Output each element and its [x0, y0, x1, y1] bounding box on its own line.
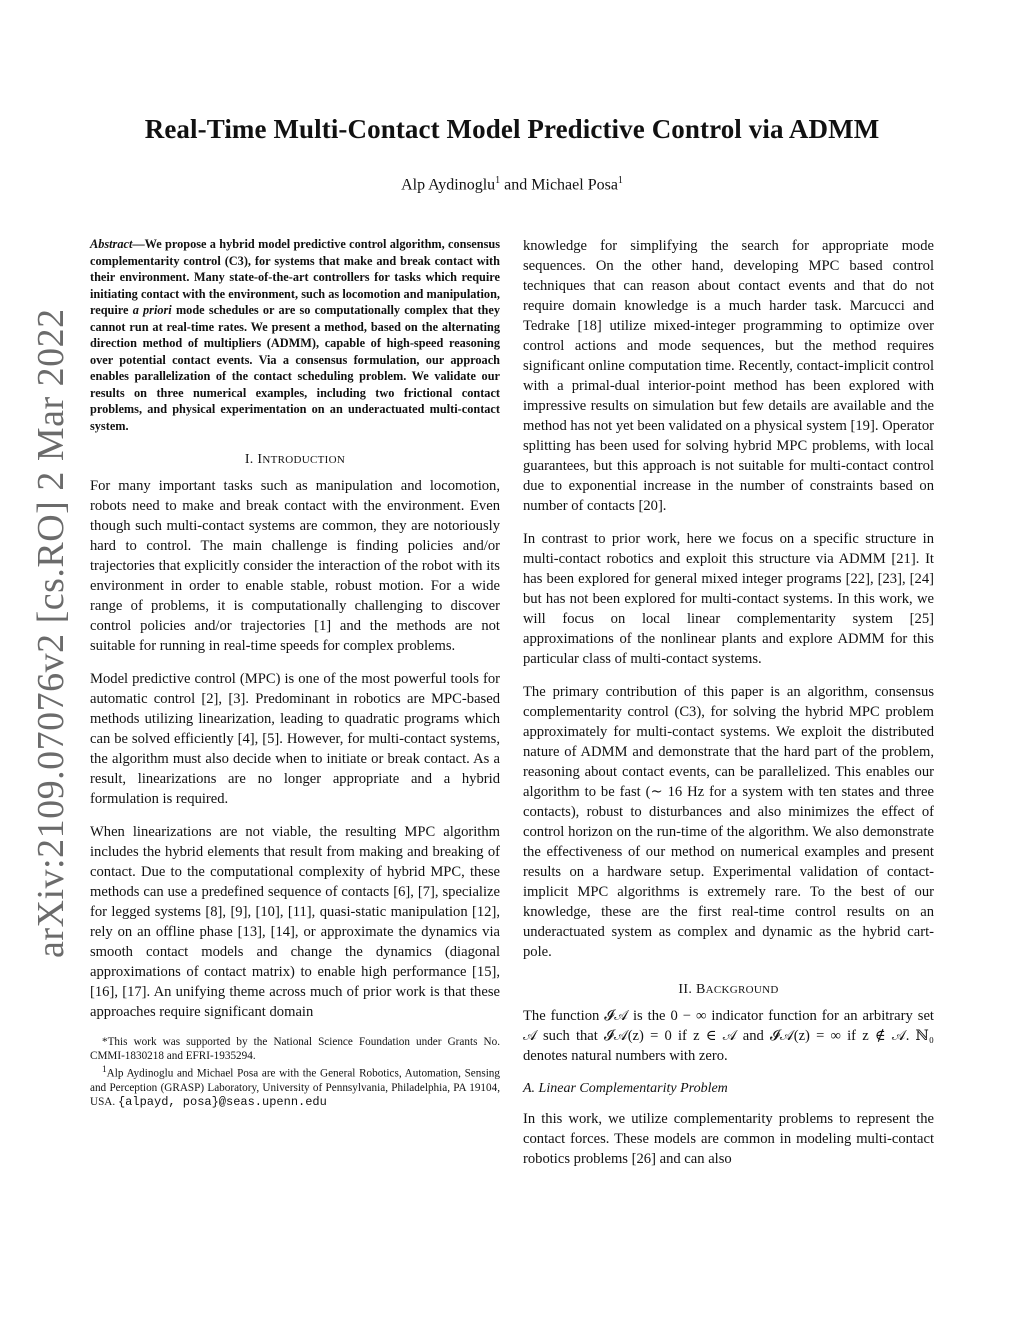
- footnote-affiliation-text: Alp Aydinoglu and Michael Posa are with the General Robotics, Automation, Sensing and Perception (GRASP) Laboratory, University of Pennsylvania, Philadelphia, PA 19104, USA.: [90, 1067, 500, 1108]
- section-name-rest: ACKGROUND: [705, 984, 779, 996]
- footnote-marker: 1: [102, 1065, 107, 1075]
- section-numeral: II.: [678, 982, 693, 997]
- footnote-affiliation: [90, 1063, 500, 1109]
- section-heading-background: [523, 980, 934, 1000]
- paragraph: Model predictive control (MPC) is one of the most powerful tools for automatic control [2], [3]. Predominant in robotics are MPC-based methods utilizing linearization, leading to quadratic programs which can be solved efficiently [4], [5]. However, for multi-contact systems, the algorithm must also decide when to initiate or break contact. As a result, linearizations are no longer appropriate and a hybrid formulation is required.: [90, 671, 500, 807]
- right-column: [523, 236, 934, 1182]
- paragraph: knowledge for simplifying the search for appropriate mode sequences. On the other hand, developing MPC based control techniques that can reason about contact events and that do not require domain knowledge is a much harder task. Marcucci and Tedrake [18] utilize mixed-integer programming to optimize over control actions and mode sequences, but the method requires significant online computation time. Recently, contact-implicit control with a primal-dual interior-point method has been explored with impressive results on simulation but few details are available and the method has not yet been validated on a physical system [19]. Operator splitting has been used for solving hybrid MPC problems, with local guarantees, but this approach is not suitable for multi-contact control due to exponential increase in the number of constraints based on number of contacts [20].: [523, 238, 934, 514]
- footnote-funding: *This work was supported by the National Science Foundation under Grants No. CMMI-1830218 and EFRI-1935294.: [90, 1036, 500, 1062]
- abstract-text: We propose a hybrid model predictive control algorithm, consensus complementarity control (C3), for systems that make and break contact with their environment. Many state-of-the-art controllers for tasks which require initiating contact with the environment, such as locomotion and manipulation, require: [90, 237, 500, 317]
- arxiv-identifier: arXiv:2109.07076v2 [cs.RO] 2 Mar 2022: [30, 308, 72, 958]
- abstract-dash: —: [132, 237, 145, 251]
- footnotes: [90, 1035, 500, 1109]
- subsection-heading: A. Linear Complementarity Problem: [523, 1081, 728, 1096]
- paragraph: When linearizations are not viable, the resulting MPC algorithm includes the hybrid elements that result from making and breaking of contact. Due to the computational complexity of hybrid MPC, these methods can use a predefined sequence of contacts [6], [7], specialize for legged systems [8], [9], [10], [11], quasi-static manipulation [12], rely on an offline phase [13], [14], or approximate the dynamics via smooth contact models and change the dynamics (diagonal approximations of contact matrix) to enable high performance [15], [16], [17]. An unifying theme across much of prior work is that these approaches require significant domain: [90, 824, 500, 1020]
- abstract-emphasis: a priori: [132, 303, 172, 317]
- author-email: {alpayd, posa}@seas.upenn.edu: [117, 1094, 327, 1109]
- abstract-label: Abstract: [90, 237, 133, 251]
- abstract: [90, 236, 500, 434]
- section-first-letter: B: [695, 982, 706, 997]
- section-numeral: I.: [244, 452, 254, 467]
- abstract-text: mode schedules or are so computationally complex that they cannot run at real-time rates. We present a method, based on the alternating direction method of multipliers (ADMM), capable of high-speed reasoning over potential contact events. Via a consensus formulation, our approach enables parallelization of the contact scheduling problem. We validate our results on three numerical examples, including two frictional contact problems, and physical experimentation on an underactuated multi-contact system.: [90, 303, 501, 433]
- section-first-letter: I: [257, 452, 263, 467]
- paragraph: In contrast to prior work, here we focus on a specific structure in multi-contact robotics and exploit this structure via ADMM [21]. It has been explored for general mixed integer programs [22], [23], [24] but has not been explored for multi-contact systems. In this work, we will focus on local linear complementarity system [25] approximations of the nonlinear plants and explore ADMM for this particular class of multi-contact systems.: [523, 531, 934, 667]
- paragraph: In this work, we utilize complementarity problems to represent the contact forces. These models are common in modeling multi-contact robotics problems [26] and can also: [523, 1111, 934, 1167]
- paragraph: For many important tasks such as manipulation and locomotion, robots need to make and break contact with the environment. Even though such multi-contact systems are common, they are notoriously hard to control. The main challenge is finding policies and/or trajectories that explicitly consider the interaction of the robot with its environment in order to enable stable, robust motion. For a wide range of problems, it is computationally challenging to discover control policies and/or trajectories [1] and the methods are not suitable for running in real-time speeds for complex problems.: [90, 478, 500, 654]
- author-line: [0, 175, 1024, 194]
- paragraph: The primary contribution of this paper is an algorithm, consensus complementarity control (C3), for solving the hybrid MPC problem approximately for multi-contact systems. We exploit the distributed nature of ADMM and demonstrate that the hard part of the problem, reasoning about contact events, can be parallelized. This enables our algorithm to be fast (∼ 16 Hz for a system with ten states and three contacts), robust to disturbances and also minimizes the effect of control horizon on the run-time of the algorithm. We also demonstrate the effectiveness of our method on numerical examples and present results on a hardware setup. Experimental validation of contact-implicit MPC algorithms is extremely rare. To the best of our knowledge, these are the first real-time control results on an underactuated system as complex and dynamic as the hybrid cart-pole.: [523, 684, 934, 960]
- affiliation-marker: 1: [617, 175, 623, 186]
- author-name: Michael Posa: [531, 176, 618, 194]
- left-column: [90, 236, 500, 1109]
- section-name-rest: NTRODUCTION: [262, 454, 346, 466]
- author-name: Alp Aydinoglu: [401, 176, 496, 194]
- author-conjunction: and: [504, 176, 528, 194]
- affiliation-marker: 1: [495, 175, 501, 186]
- paper-title: Real-Time Multi-Contact Model Predictive Control via ADMM: [144, 114, 880, 144]
- paragraph-indicator-definition: The function 𝓘𝒜 is the 0 − ∞ indicator function for an arbitrary set 𝒜 such that 𝓘𝒜(z) = 0 if z ∈ 𝒜 and 𝓘𝒜(z) = ∞ if z ∉ 𝒜. ℕ₀ denotes natural numbers with zero.: [523, 1008, 934, 1064]
- section-heading-introduction: [90, 450, 500, 470]
